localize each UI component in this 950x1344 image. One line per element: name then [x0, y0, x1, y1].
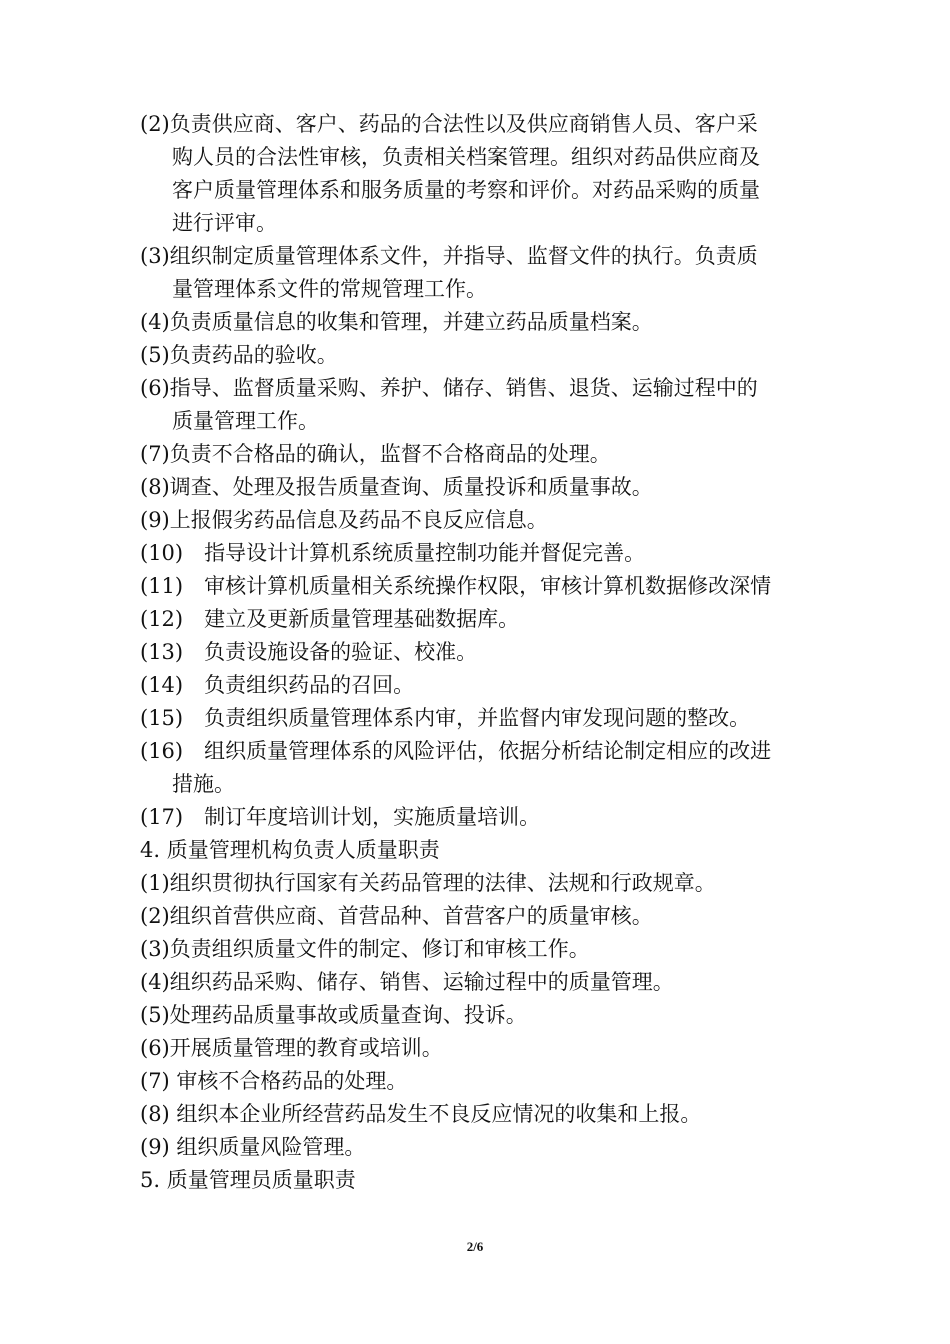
list-item — [140, 504, 820, 537]
item-line: (9)上报假劣药品信息及药品不良反应信息。 — [140, 508, 548, 532]
item-continuation-line: 量管理体系文件的常规管理工作。 — [172, 277, 487, 301]
item-line: (8) 组织本企业所经营药品发生不良反应情况的收集和上报。 — [140, 1102, 702, 1126]
item-line: (7)负责不合格品的确认，监督不合格商品的处理。 — [140, 442, 611, 466]
page-number: 2/6 — [466, 1239, 484, 1254]
item-line: (2)组织首营供应商、首营品种、首营客户的质量审核。 — [140, 904, 653, 928]
item-line: (16) 组织质量管理体系的风险评估，依据分析结论制定相应的改进 — [140, 739, 772, 763]
list-item — [140, 867, 820, 900]
document-body — [140, 108, 820, 1197]
list-item — [140, 438, 820, 471]
list-item — [140, 702, 820, 735]
list-item — [140, 1131, 820, 1164]
item-line: 4. 质量管理机构负责人质量职责 — [140, 838, 440, 862]
item-line: (6)开展质量管理的教育或培训。 — [140, 1036, 443, 1060]
item-continuation-line: 客户质量管理体系和服务质量的考察和评价。对药品采购的质量 — [172, 178, 760, 202]
list-item — [140, 240, 820, 306]
list-item — [140, 1164, 820, 1197]
list-item — [140, 933, 820, 966]
item-continuation-line: 措施。 — [172, 772, 235, 796]
list-item — [140, 1065, 820, 1098]
item-line: (6)指导、监督质量采购、养护、储存、销售、退货、运输过程中的 — [140, 376, 758, 400]
item-line: (4)组织药品采购、储存、销售、运输过程中的质量管理。 — [140, 970, 674, 994]
list-item — [140, 966, 820, 999]
list-item — [140, 669, 820, 702]
item-line: (2)负责供应商、客户、药品的合法性以及供应商销售人员、客户采 — [140, 112, 758, 136]
list-item — [140, 603, 820, 636]
list-item — [140, 537, 820, 570]
list-item — [140, 108, 820, 240]
item-line: (9) 组织质量风险管理。 — [140, 1135, 366, 1159]
list-item — [140, 570, 820, 603]
list-item — [140, 306, 820, 339]
list-item — [140, 372, 820, 438]
item-line: (5)负责药品的验收。 — [140, 343, 338, 367]
item-line: (8)调查、处理及报告质量查询、质量投诉和质量事故。 — [140, 475, 653, 499]
item-line: (7) 审核不合格药品的处理。 — [140, 1069, 408, 1093]
item-continuation-line: 购人员的合法性审核，负责相关档案管理。组织对药品供应商及 — [172, 145, 760, 169]
item-line: (14) 负责组织药品的召回。 — [140, 673, 415, 697]
item-line: (12) 建立及更新质量管理基础数据库。 — [140, 607, 520, 631]
item-continuation-line: 质量管理工作。 — [172, 409, 319, 433]
item-line: (3)组织制定质量管理体系文件，并指导、监督文件的执行。负责质 — [140, 244, 758, 268]
item-line: (4)负责质量信息的收集和管理，并建立药品质量档案。 — [140, 310, 653, 334]
item-line: (1)组织贯彻执行国家有关药品管理的法律、法规和行政规章。 — [140, 871, 716, 895]
list-item — [140, 999, 820, 1032]
item-line: (10) 指导设计计算机系统质量控制功能并督促完善。 — [140, 541, 646, 565]
item-line: (11) 审核计算机质量相关系统操作权限，审核计算机数据修改深情 — [140, 574, 772, 598]
list-item — [140, 1032, 820, 1065]
item-line: (5)处理药品质量事故或质量查询、投诉。 — [140, 1003, 527, 1027]
list-item — [140, 339, 820, 372]
item-line: (17) 制订年度培训计划，实施质量培训。 — [140, 805, 541, 829]
list-item — [140, 471, 820, 504]
list-item — [140, 834, 820, 867]
item-line: (3)负责组织质量文件的制定、修订和审核工作。 — [140, 937, 590, 961]
list-item — [140, 636, 820, 669]
item-continuation-line: 进行评审。 — [172, 211, 277, 235]
list-item — [140, 1098, 820, 1131]
list-item — [140, 801, 820, 834]
list-item — [140, 735, 820, 801]
list-item — [140, 900, 820, 933]
item-line: 5. 质量管理员质量职责 — [140, 1168, 356, 1192]
item-line: (15) 负责组织质量管理体系内审，并监督内审发现问题的整改。 — [140, 706, 751, 730]
item-line: (13) 负责设施设备的验证、校准。 — [140, 640, 478, 664]
